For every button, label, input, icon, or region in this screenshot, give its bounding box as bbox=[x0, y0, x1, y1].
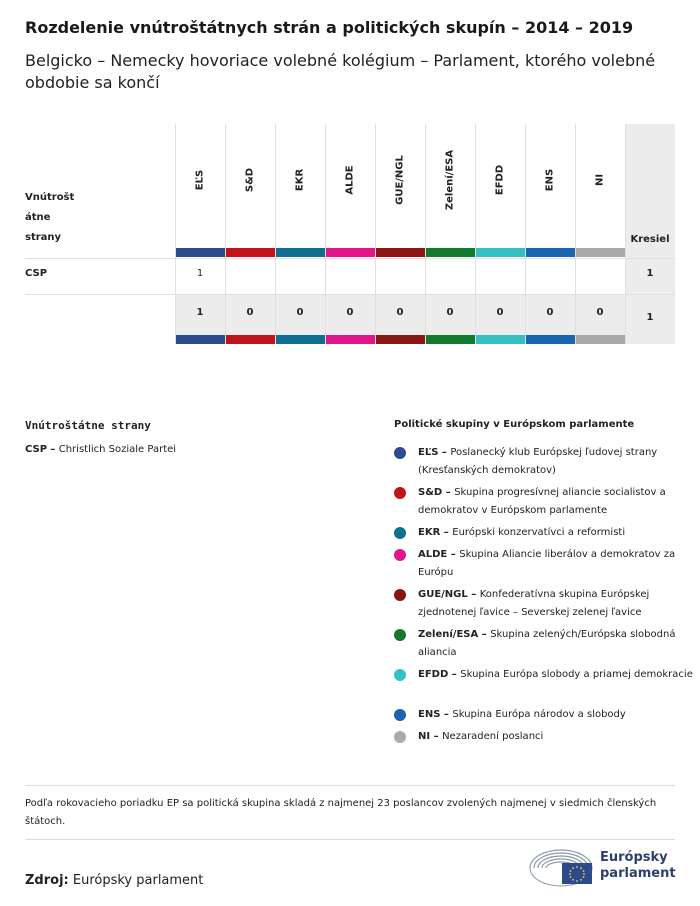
group-legend-item bbox=[394, 444, 700, 480]
column-header-gue-ngl bbox=[375, 124, 425, 247]
column-header-label: S&D bbox=[244, 167, 256, 193]
group-legend-abbr: EĽS bbox=[418, 447, 439, 458]
column-header-label: EKR bbox=[294, 168, 306, 192]
source-value: Európsky parlament bbox=[72, 873, 204, 888]
group-color-bar-top bbox=[476, 248, 525, 257]
group-color-bar-bottom bbox=[376, 335, 425, 344]
seat-distribution-table bbox=[25, 124, 675, 344]
group-color-bar-bottom bbox=[276, 335, 325, 344]
column-header-label: GUE/NGL bbox=[394, 155, 406, 205]
source-separator bbox=[25, 839, 675, 840]
group-legend-name: Skupina progresívnej aliancie socialistov a demokratov v Európskom parlamente bbox=[418, 487, 666, 516]
group-legend-abbr: Zelení/ESA bbox=[418, 629, 479, 640]
column-header-label: Zelení/ESA bbox=[444, 149, 456, 211]
group-color-bar-top bbox=[576, 248, 625, 257]
group-total-cell: 0 bbox=[296, 307, 304, 318]
group-legend-dash: – bbox=[440, 709, 453, 720]
source-label: Zdroj: bbox=[25, 873, 69, 888]
group-legend-dash: – bbox=[448, 669, 461, 680]
group-color-bar-top bbox=[176, 248, 225, 257]
group-color-bar-bottom bbox=[476, 335, 525, 344]
group-legend-dash: – bbox=[430, 731, 443, 742]
group-legend-dash: – bbox=[447, 549, 460, 560]
group-total-cell: 0 bbox=[596, 307, 604, 318]
groups-legend-title: Politické skupiny v Európskom parlamente bbox=[394, 419, 635, 430]
party-row-label: CSP bbox=[25, 268, 48, 279]
european-parliament-logo bbox=[528, 846, 678, 888]
group-color-bar-bottom bbox=[326, 335, 375, 344]
parties-legend-title: Vnútroštátne strany bbox=[25, 419, 151, 432]
group-color-bar-top bbox=[426, 248, 475, 257]
column-header-s-d bbox=[225, 124, 275, 247]
party-total-cell: 1 bbox=[646, 268, 654, 279]
column-divider bbox=[625, 124, 626, 344]
group-color-bar-top bbox=[526, 248, 575, 257]
group-total-cell: 0 bbox=[446, 307, 454, 318]
row-header-line: Vnútrošt bbox=[25, 192, 75, 203]
party-legend-name: Christlich Soziale Partei bbox=[58, 444, 177, 455]
group-color-dot bbox=[394, 447, 406, 459]
party-row-divider bbox=[25, 294, 675, 295]
group-color-bar-bottom bbox=[226, 335, 275, 344]
group-legend-name: Konfederatívna skupina Európskej zjednotenej ľavice – Severskej zelenej ľavice bbox=[418, 589, 650, 618]
group-legend-abbr: EKR bbox=[418, 527, 441, 538]
chart-title: Rozdelenie vnútroštátnych strán a politických skupín – 2014 – 2019 bbox=[25, 18, 634, 37]
footnote: Podľa rokovacieho poriadku EP sa politická skupina skladá z najmenej 23 poslancov zvolených najmenej v siedmich členských štátoch. bbox=[25, 798, 657, 827]
group-color-dot bbox=[394, 549, 406, 561]
group-legend-item bbox=[394, 586, 700, 622]
group-legend-dash: – bbox=[442, 487, 455, 498]
group-color-dot bbox=[394, 589, 406, 601]
group-color-dot bbox=[394, 527, 406, 539]
european-parliament-hemicycle-icon bbox=[528, 846, 594, 888]
group-color-bar-bottom bbox=[526, 335, 575, 344]
group-color-dot bbox=[394, 669, 406, 681]
group-legend-abbr: ENS bbox=[418, 709, 441, 720]
column-header-label: EĽS bbox=[194, 169, 206, 191]
group-legend-abbr: GUE/NGL bbox=[418, 589, 468, 600]
group-legend-item bbox=[394, 706, 700, 724]
group-legend-item bbox=[394, 728, 700, 746]
group-color-bar-top bbox=[326, 248, 375, 257]
header-row-divider bbox=[25, 258, 675, 259]
column-header-alde bbox=[325, 124, 375, 247]
column-header-label: NI bbox=[594, 173, 606, 187]
group-legend-name: Nezaradení poslanci bbox=[442, 731, 544, 742]
group-color-dot bbox=[394, 487, 406, 499]
group-legend-name: Skupina Európa národov a slobody bbox=[452, 709, 626, 720]
chart-subtitle: Belgicko – Nemecky hovoriace volebné kolégium – Parlament, ktorého volebné obdobie sa končí bbox=[25, 51, 656, 92]
group-legend-item bbox=[394, 666, 700, 684]
logo-text bbox=[600, 850, 676, 882]
group-legend-abbr: NI bbox=[418, 731, 431, 742]
group-color-bar-bottom bbox=[426, 335, 475, 344]
group-legend-item bbox=[394, 484, 700, 520]
group-legend-name: Skupina Aliancie liberálov a demokratov za Európu bbox=[418, 549, 676, 578]
column-header-efdd bbox=[475, 124, 525, 247]
group-legend-dash: – bbox=[478, 629, 491, 640]
group-color-dot bbox=[394, 629, 406, 641]
column-header-label: EFDD bbox=[494, 164, 506, 196]
group-legend-item bbox=[394, 626, 700, 662]
column-header-label: ENS bbox=[544, 168, 556, 192]
group-legend-abbr: EFDD bbox=[418, 669, 449, 680]
group-color-bar-bottom bbox=[176, 335, 225, 344]
logo-line-1: Európsky bbox=[600, 850, 668, 865]
group-legend-abbr: S&D bbox=[418, 487, 443, 498]
group-total-cell: 1 bbox=[196, 307, 204, 318]
group-color-bar-bottom bbox=[576, 335, 625, 344]
group-total-cell: 0 bbox=[396, 307, 404, 318]
column-header-ni bbox=[575, 124, 625, 247]
seats-column-header: Kresiel bbox=[630, 234, 670, 245]
group-total-cell: 0 bbox=[346, 307, 354, 318]
group-color-dot bbox=[394, 731, 406, 743]
party-legend-abbr: CSP bbox=[25, 444, 48, 455]
column-header-ens bbox=[525, 124, 575, 247]
group-legend-name: Poslanecký klub Európskej ľudovej strany (Kresťanských demokratov) bbox=[418, 447, 658, 476]
group-legend-dash: – bbox=[438, 447, 451, 458]
party-legend-item bbox=[25, 444, 176, 455]
party-seat-cell: 1 bbox=[196, 268, 204, 279]
note-separator bbox=[25, 785, 675, 786]
row-header-line: strany bbox=[25, 232, 62, 243]
group-legend-item bbox=[394, 524, 700, 542]
column-header-ekr bbox=[275, 124, 325, 247]
group-color-bar-top bbox=[376, 248, 425, 257]
group-legend-name: Skupina zelených/Európska slobodná aliancia bbox=[418, 629, 676, 658]
source-line bbox=[25, 873, 203, 888]
group-legend-abbr: ALDE bbox=[418, 549, 448, 560]
column-header-zelen-esa bbox=[425, 124, 475, 247]
group-color-bar-top bbox=[226, 248, 275, 257]
group-total-cell: 0 bbox=[546, 307, 554, 318]
group-legend-name: Skupina Európa slobody a priamej demokracie bbox=[460, 669, 693, 680]
group-legend-item bbox=[394, 546, 700, 582]
group-total-cell: 0 bbox=[246, 307, 254, 318]
group-legend-name: Európski konzervatívci a reformisti bbox=[452, 527, 626, 538]
group-color-bar-top bbox=[276, 248, 325, 257]
party-legend-dash: – bbox=[50, 444, 59, 455]
row-header bbox=[25, 188, 95, 248]
logo-line-2: parlament bbox=[600, 866, 676, 881]
grand-total-cell: 1 bbox=[646, 312, 654, 323]
group-legend-dash: – bbox=[467, 589, 480, 600]
group-color-dot bbox=[394, 709, 406, 721]
group-total-cell: 0 bbox=[496, 307, 504, 318]
column-header-e-s bbox=[175, 124, 225, 247]
column-header-label: ALDE bbox=[344, 165, 356, 195]
group-legend-dash: – bbox=[440, 527, 453, 538]
row-header-line: átne bbox=[25, 212, 51, 223]
